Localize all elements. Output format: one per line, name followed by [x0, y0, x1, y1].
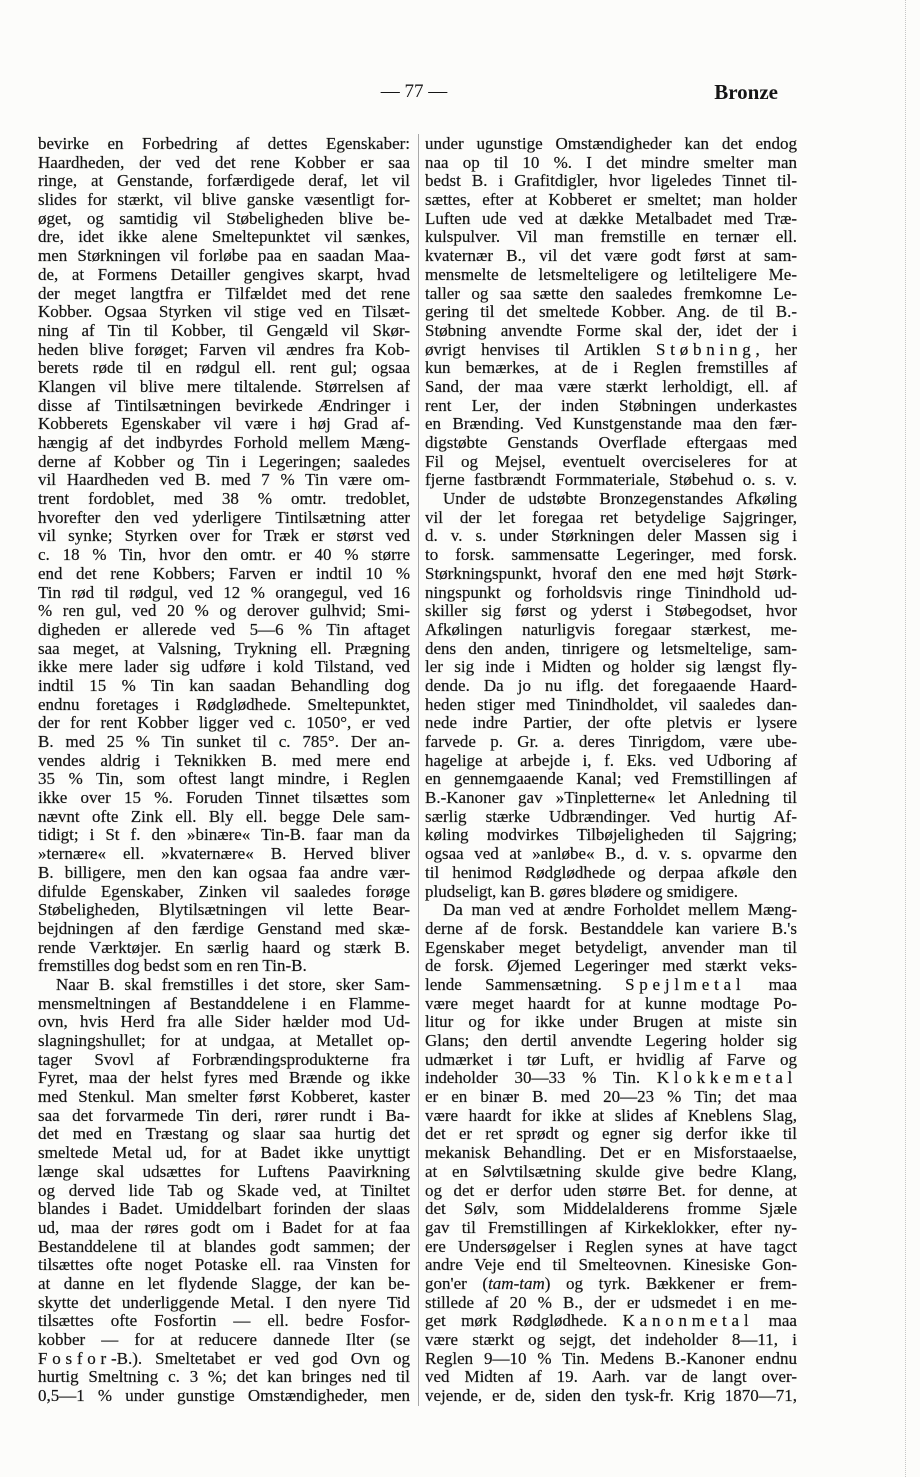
text-line: ler sig inde i Midten og holder sig længst fly-: [425, 658, 797, 677]
text-line: kun bemærkes, at de i Reglen fremstilles af: [425, 359, 797, 378]
text-line: heden stiger med Tinindholdet, vil saaledes dan-: [425, 695, 797, 714]
text-line: slides for stærkt, vil blive ganske væsentligt for-: [38, 191, 410, 210]
text-line: pludseligt, kan B. gøres blødere og smidigere.: [425, 882, 739, 901]
text-line: trent fordoblet, med 38 % omtr. tredoblet,: [38, 490, 410, 509]
text-line: [425, 341, 797, 360]
text-line: taller og saa sætte den saaledes fremkomne Le-: [425, 284, 797, 303]
text-line: kobber — for at reducere dannede Ilter (se: [38, 1331, 410, 1349]
text-line: rent Ler, der inden Støbningen underkastes: [425, 396, 797, 415]
text-line: Afkølingen naturligvis foregaar stærkest, me-: [425, 620, 797, 639]
text-line: B. med 25 % Tin sunket til c. 785°. Der an-: [38, 733, 410, 751]
text-line: Støbning anvendte Forme skal der, idet der i: [425, 321, 797, 340]
text-line: berets røde til en rødgul ell. rent gul; ogsaa: [38, 359, 410, 378]
spaced-term: Kanonmetal: [622, 1312, 754, 1331]
text-line: dre, idet ikke alene Smeltepunktet vil sænkes,: [38, 228, 410, 247]
text-line: [425, 1312, 797, 1331]
spaced-term: Klokkemetal: [656, 1069, 797, 1088]
text-line: bedst B. i Grafitdigler, hvor ligeledes Tinnet til-: [425, 172, 797, 191]
text-line: øget, og samtidig vil Støbeligheden blive be-: [38, 209, 410, 228]
right-column: [425, 135, 797, 1406]
text-line: mensmelte de letsmelteligere og letilteligere Me-: [425, 265, 797, 284]
text-line: Støbeligheden, Blytilsætningen vil lette Bear-: [38, 901, 410, 920]
paragraph-start-line: Da man ved at ændre Forholdet mellem Mæng-: [443, 901, 797, 920]
text-line: dens den anden, tinrigere og letsmeltelige, sam-: [425, 639, 797, 658]
text-line: ringe, at Genstande, forfærdigede deraf, let vil: [38, 172, 410, 191]
text-line: litur og for ikke under Brugen at miste sin: [425, 1013, 797, 1032]
running-head: Bronze: [714, 80, 778, 104]
text-line: mekanisk Behandling. Det er en Misforstaaelse,: [425, 1144, 797, 1163]
text-line: to forsk. sammensatte Legeringer, med forsk.: [425, 546, 797, 565]
text-segment: øvrigt henvises til Artiklen: [425, 340, 657, 359]
text-line: 35 % Tin, som oftest langt mindre, i Reglen: [38, 770, 410, 789]
text-line: [425, 1275, 797, 1294]
text-line: hvorefter den ved yderligere Tintilsætning atter: [38, 508, 410, 527]
text-line: derne af Kobber og Tin i Legeringen; saaledes: [38, 452, 410, 471]
text-line: udmærket i tør Luft, er hvidlig af Farve og: [425, 1050, 797, 1069]
text-segment: lende Sammensætning.: [425, 975, 626, 994]
text-line: der meget langtfra er Tilfældet med det rene: [38, 284, 410, 303]
text-line: hængig af det indbyrdes Forhold mellem Mæng-: [38, 434, 410, 452]
text-line: saa det forvarmede Tin deri, rører rundt i Ba-: [38, 1106, 410, 1125]
text-line: Luften ude ved at dække Metalbadet med Træ-: [425, 209, 797, 228]
italic-term: tam-tam: [488, 1274, 545, 1293]
scan-edge-line: [905, 0, 906, 1477]
text-line: derne af de forsk. Bestanddele kan variere B.'s: [425, 919, 797, 938]
text-segment: get mørk Rødglødhede.: [425, 1312, 623, 1331]
text-segment: , her: [755, 340, 797, 359]
text-line: være haardt for ikke at slides af Kneblens Slag,: [425, 1106, 797, 1125]
text-line: mensmeltningen af Bestanddelene i en Flamme-: [38, 994, 410, 1013]
text-segment: gon'er (: [425, 1274, 489, 1293]
text-line: ogsaa ved at »anløbe« B., d. v. s. opvarme den: [425, 845, 797, 864]
text-line: skiller sig først og yderst i Støbegodset, hvor: [425, 602, 797, 621]
text-line: Haardheden, der ved det rene Kobber er saa: [38, 153, 410, 172]
text-line: nede indre Partier, der ofte pletvis er lysere: [425, 714, 797, 733]
text-line: det Sølv, som Middelalderens fromme Sjæle: [425, 1200, 797, 1219]
text-line: indtil 15 % Tin kan saadan Behandling dog: [38, 676, 410, 695]
text-line: ved Midten af 19. Aarh. var de langt over-: [425, 1368, 797, 1387]
text-line: vendes aldrig i Teknikken B. med mere end: [38, 751, 410, 770]
text-line: Størkningspunkt, hvoraf den ene med højt Størk-: [425, 564, 797, 583]
text-line: gav til Fremstillingen af Kirkeklokker, efter ny-: [425, 1218, 797, 1237]
paragraph-start-line: Naar B. skal fremstilles i det store, sker Sam-: [56, 975, 410, 994]
text-line: er en binær B. med 20—23 % Tin; det maa: [425, 1088, 797, 1107]
text-line: det er ret sprødt og egner sig derfor ikke til: [425, 1125, 797, 1144]
left-column: [38, 135, 410, 1406]
text-line: kvaternær B., vil det være godt først at sam-: [425, 247, 797, 266]
text-line: ere Undersøgelser i Reglen synes at have tagct: [425, 1237, 797, 1256]
text-line: køling modvirkes Tilbøjeligheden til Sajgring;: [425, 826, 797, 845]
text-line: bejdningen af den færdige Genstand med skæ-: [38, 919, 410, 938]
text-line: at en Sølvtilsætning skulde give bedre Klang,: [425, 1162, 797, 1181]
text-segment: indeholder 30—33 % Tin.: [425, 1069, 657, 1088]
text-line: tidigt; i St f. den »binære« Tin-B. faar man da: [38, 826, 410, 845]
text-line: og det er derfor uden større Bet. for denne, at: [425, 1181, 797, 1200]
spaced-term: Spejlmetal: [625, 975, 746, 994]
text-line: farvede p. Gr. a. deres Tinrigdom, være ube-: [425, 733, 797, 751]
text-line: B.-Kanoner gav »Tinpletterne« let Anledning til: [425, 789, 797, 808]
text-segment: -B.). Smeltetabet er ved god Ovn og: [110, 1349, 410, 1368]
text-line: Reglen 9—10 % Tin. Medens B.-Kanoner endnu: [425, 1349, 797, 1368]
text-line: og derved lide Tab og Skade ved, at Tiniltet: [38, 1181, 410, 1200]
text-line: ning af Tin til Kobber, til Gengæld vil Skør-: [38, 321, 410, 340]
text-line: Glans; den dertil anvendte Legering holder sig: [425, 1032, 797, 1050]
text-line: Fyret, maa der helst fyres med Brænde og ikke: [38, 1069, 410, 1088]
text-line: d. v. s. under Størkningen deler Massen sig i: [425, 527, 797, 546]
text-line: difulde Egenskaber, Zinken vil saaledes forøge: [38, 882, 410, 901]
text-line: gering til det smeltede Kobber. Ang. de til B.-: [425, 303, 797, 322]
text-line: tilsættes ofte Fosfortin — ell. bedre Fosfor-: [38, 1312, 410, 1331]
text-line: ningspunkt og forholdsvis ringe Tinindhold ud-: [425, 583, 797, 602]
text-line: endnu foretages i Rødglødhede. Smeltepunktet,: [38, 695, 410, 714]
text-line: c. 18 % Tin, hvor den omtr. er 40 % større: [38, 546, 410, 565]
text-line: Fil og Mejsel, eventuelt overciseleres for at: [425, 452, 797, 471]
text-line: hurtig Smeltning c. 3 %; det kan bringes ned til: [38, 1368, 410, 1387]
text-line: vil der let foregaa ret betydelige Sajgringer,: [425, 508, 797, 527]
text-line: hagelige at arbejde i, f. Eks. ved Udboring af: [425, 751, 797, 770]
text-line: ud, maa der røres godt om i Badet for at faa: [38, 1218, 410, 1237]
text-line: naa op til 10 %. I det mindre smelter man: [425, 153, 797, 172]
text-line: digstøbte Genstands Overflade eftergaas med: [425, 434, 797, 452]
text-line: en gennemgaaende Kanal; ved Fremstillingen af: [425, 770, 797, 789]
text-line: dende. Da jo nu iflg. det foregaaende Haard-: [425, 676, 797, 695]
text-line: digheden er allerede ved 5—6 % Tin aftaget: [38, 620, 410, 639]
column-divider: [418, 134, 419, 1406]
text-line: skytte det underliggende Metal. I den nyere Tid: [38, 1293, 410, 1312]
text-line: der for rent Kobber ligger ved c. 1050°, er ved: [38, 714, 410, 733]
text-line: længe skal udsættes for Luftens Paavirkning: [38, 1162, 410, 1181]
text-line: Kobber. Ogsaa Styrken vil stige ved en Tilsæt-: [38, 303, 410, 322]
text-line: de, at Formens Detailler gengives skarpt, hvad: [38, 265, 410, 284]
text-line: vejende, er de, siden den tysk-fr. Krig 1870—71,: [425, 1387, 797, 1406]
text-line: end det rene Kobbers; Farven er indtil 10 %: [38, 564, 410, 583]
text-line: blandes i Badet. Umiddelbart forinden der slaas: [38, 1200, 410, 1219]
text-segment: ) og tyrk. Bækkener er frem-: [544, 1274, 797, 1293]
text-line: til henimod Rødglødhede og derpaa afkøle den: [425, 863, 797, 882]
text-line: fremstilles dog bedst som en ren Tin-B.: [38, 957, 307, 976]
text-line: sættes, efter at Kobberet er smeltet; man holder: [425, 191, 797, 210]
text-line: tager Svovl af Forbrændingsprodukterne fra: [38, 1050, 410, 1069]
text-line: fjerne fastbrændt Formmateriale, Støbehud o. s. v.: [425, 471, 797, 490]
text-line: B. billigere, men den kan ogsaa faa andre vær-: [38, 863, 410, 882]
text-line: nævnt ofte Zink ell. Bly ell. begge Dele sam-: [38, 807, 410, 826]
text-line: 0,5—1 % under gunstige Omstændigheder, men: [38, 1387, 410, 1406]
text-line: vil synke; Styrken over for Træk er størst ved: [38, 527, 410, 546]
text-line: vil Haardheden ved B. med 7 % Tin være om-: [38, 471, 410, 490]
text-line: Tin rød til rødgul, ved 12 % orangegul, ved 16: [38, 583, 410, 602]
text-line: disse af Tintilsætningen bevirkede Ændringer i: [38, 396, 410, 415]
text-line: smeltede Metal ud, for at Badet ikke unyttigt: [38, 1144, 410, 1163]
spaced-term: Fosfor: [38, 1349, 111, 1368]
text-line: Klangen vil blive mere tiltalende. Størrelsen af: [38, 377, 410, 396]
text-line: særlig stærke Udbrændinger. Ved hurtig Af-: [425, 807, 797, 826]
text-line: heden blive forøget; Farven vil ændres fra Kob-: [38, 340, 410, 359]
text-line: andre Veje end til Smelteovnen. Kinesiske Gon-: [425, 1256, 797, 1275]
text-line: være meget haardt for at kunne modtage Po-: [425, 994, 797, 1013]
spaced-term: Støbning: [656, 340, 756, 359]
text-line: % ren gul, ved 20 % og derover gulhvid; Smi-: [38, 602, 410, 621]
text-line: en Brænding. Ved Kunstgenstande maa den fær-: [425, 415, 797, 434]
text-line: stillede af 20 % B., der er udsmedet i en me-: [425, 1293, 797, 1312]
text-line: de forsk. Øjemed Legeringer med stærkt veks-: [425, 957, 797, 976]
text-line: under ugunstige Omstændigheder kan det endog: [425, 135, 797, 153]
text-line: være stærkt og sejgt, det indeholder 8—11, i: [425, 1331, 797, 1349]
text-line: »ternære« ell. »kvaternære« B. Herved bliver: [38, 845, 410, 864]
text-line: Sand, der maa være stærkt lerholdigt, ell. af: [425, 377, 797, 396]
text-line: [38, 1350, 410, 1369]
paragraph-start-line: Under de udstøbte Bronzegenstandes Afkøling: [443, 490, 797, 509]
text-segment: maa: [745, 975, 797, 994]
text-line: at danne en let flydende Slagge, der kan be-: [38, 1274, 410, 1293]
text-line: tilsættes ofte noget Potaske ell. raa Vinsten for: [38, 1256, 410, 1275]
text-line: rende Værktøjer. En særlig haard og stærk B.: [38, 938, 410, 957]
text-line: slagningshullet; for at undgaa, at Metallet op-: [38, 1032, 410, 1050]
text-segment: maa: [753, 1312, 797, 1331]
text-line: Bestanddelene til at blandes godt sammen; der: [38, 1237, 410, 1256]
text-line: kulspulver. Vil man fremstille en ternær ell.: [425, 228, 797, 247]
text-line: men Størkningen vil forløbe paa en saadan Maa-: [38, 247, 410, 266]
text-line: [425, 976, 797, 995]
text-line: det med en Træstang og slaar saa hurtig det: [38, 1125, 410, 1144]
text-line: med Stenkul. Man smelter først Kobberet, kaster: [38, 1088, 410, 1107]
text-line: ovn, hvis Herd fra alle Sider hælder mod Ud-: [38, 1013, 410, 1032]
text-line: [425, 1069, 797, 1088]
text-line: ikke mere lader sig udføre i kold Tilstand, ved: [38, 658, 410, 677]
text-line: bevirke en Forbedring af dettes Egenskaber:: [38, 135, 410, 153]
text-line: ikke over 15 %. Foruden Tinnet tilsættes som: [38, 789, 410, 808]
text-line: Egenskaber meget betydeligt, anvender man til: [425, 938, 797, 957]
text-line: saa meget, at Valsning, Trykning ell. Prægning: [38, 639, 410, 658]
page-number: — 77 —: [380, 81, 448, 102]
text-line: Kobberets Egenskaber vil være i høj Grad af-: [38, 415, 410, 434]
